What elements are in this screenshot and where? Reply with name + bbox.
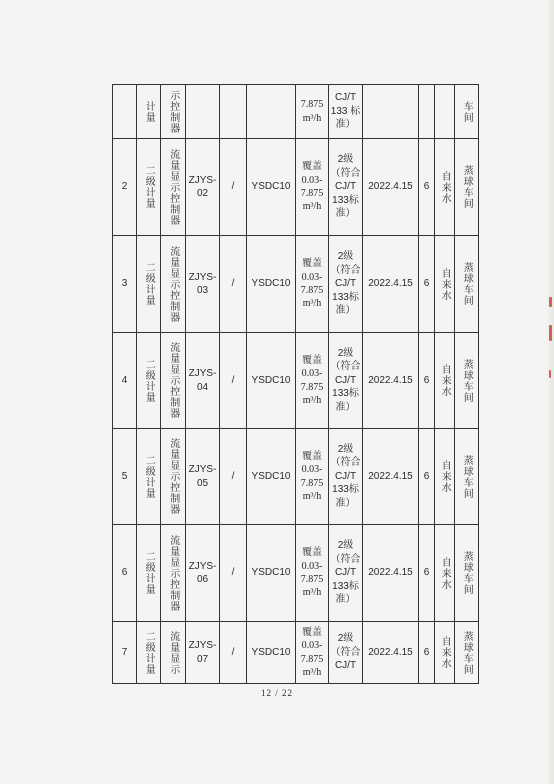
table-row — [113, 622, 479, 684]
cell-model: YSDC10 — [247, 236, 296, 333]
cell-qty: 6 — [419, 429, 435, 525]
cell-category: 二级计量 — [137, 139, 161, 236]
cell-qty: 6 — [419, 525, 435, 622]
cell-code: ZJYS-06 — [186, 525, 220, 622]
cell-grade: CJ/T 133 标准） — [329, 85, 363, 139]
cell-name: 流量显示控制器 — [161, 429, 186, 525]
cell-location: 蒸球车间 — [455, 622, 479, 684]
cell-date: 2022.4.15 — [363, 139, 419, 236]
cell-no: 5 — [113, 429, 137, 525]
red-stamp-fragment — [549, 297, 552, 307]
cell-medium: 自来水 — [435, 525, 455, 622]
cell-qty: 6 — [419, 622, 435, 684]
cell-dash — [220, 85, 247, 139]
cell-grade: 2级（符合CJ/T 133标准） — [329, 429, 363, 525]
cell-spec: 覆盖0.03-7.875 m³/h — [296, 525, 329, 622]
cell-code: ZJYS-07 — [186, 622, 220, 684]
cell-medium — [435, 85, 455, 139]
red-stamp-fragment — [549, 325, 552, 341]
cell-grade: 2级（符合CJ/T 133标准） — [329, 333, 363, 429]
cell-grade: 2级（符合CJ/T 133标准） — [329, 139, 363, 236]
cell-code: ZJYS-05 — [186, 429, 220, 525]
cell-dash: / — [220, 429, 247, 525]
cell-medium: 自来水 — [435, 139, 455, 236]
cell-medium: 自来水 — [435, 622, 455, 684]
cell-date: 2022.4.15 — [363, 236, 419, 333]
cell-date — [363, 85, 419, 139]
cell-model: YSDC10 — [247, 622, 296, 684]
cell-name: 流量显示控制器 — [161, 139, 186, 236]
cell-grade: 2级（符合CJ/T 133标准） — [329, 525, 363, 622]
cell-location: 蒸球车间 — [455, 236, 479, 333]
cell-no — [113, 85, 137, 139]
cell-medium: 自来水 — [435, 429, 455, 525]
cell-qty: 6 — [419, 139, 435, 236]
cell-no: 3 — [113, 236, 137, 333]
cell-name: 流量显示控制器 — [161, 525, 186, 622]
cell-spec: 覆盖0.03-7.875 m³/h — [296, 429, 329, 525]
cell-category: 二级计量 — [137, 236, 161, 333]
cell-grade: 2级（符合CJ/T — [329, 622, 363, 684]
cell-no: 2 — [113, 139, 137, 236]
cell-model: YSDC10 — [247, 525, 296, 622]
table-row — [113, 139, 479, 236]
cell-category: 二级计量 — [137, 525, 161, 622]
table-row-partial-top — [113, 85, 479, 139]
cell-medium: 自来水 — [435, 236, 455, 333]
cell-spec: 覆盖0.03-7.875 m³/h — [296, 333, 329, 429]
table-row — [113, 236, 479, 333]
cell-spec: 覆盖0.03-7.875 m³/h — [296, 236, 329, 333]
cell-code: ZJYS-02 — [186, 139, 220, 236]
cell-date: 2022.4.15 — [363, 525, 419, 622]
cell-location: 蒸球车间 — [455, 139, 479, 236]
page-number: 12 / 22 — [260, 688, 293, 698]
cell-location: 蒸球车间 — [455, 429, 479, 525]
cell-code: ZJYS-03 — [186, 236, 220, 333]
cell-model — [247, 85, 296, 139]
cell-code — [186, 85, 220, 139]
cell-medium: 自来水 — [435, 333, 455, 429]
cell-model: YSDC10 — [247, 139, 296, 236]
cell-qty: 6 — [419, 333, 435, 429]
cell-date: 2022.4.15 — [363, 333, 419, 429]
table-body — [113, 139, 479, 684]
cell-qty — [419, 85, 435, 139]
cell-dash: / — [220, 333, 247, 429]
cell-dash: / — [220, 622, 247, 684]
cell-category: 二级计量 — [137, 622, 161, 684]
cell-location: 蒸球车间 — [455, 525, 479, 622]
cell-name: 流量显示控制器 — [161, 333, 186, 429]
instrument-table — [112, 84, 479, 684]
cell-no: 4 — [113, 333, 137, 429]
red-stamp-fragment — [549, 370, 551, 378]
cell-qty: 6 — [419, 236, 435, 333]
cell-code: ZJYS-04 — [186, 333, 220, 429]
cell-category: 二级计量 — [137, 429, 161, 525]
cell-grade: 2级（符合CJ/T 133标准） — [329, 236, 363, 333]
table-row — [113, 525, 479, 622]
cell-date: 2022.4.15 — [363, 622, 419, 684]
cell-model: YSDC10 — [247, 333, 296, 429]
cell-spec: 覆盖0.03-7.875 m³/h — [296, 139, 329, 236]
cell-category: 计量 — [137, 85, 161, 139]
cell-model: YSDC10 — [247, 429, 296, 525]
cell-category: 二级计量 — [137, 333, 161, 429]
cell-spec: 7.875 m³/h — [296, 85, 329, 139]
cell-no: 7 — [113, 622, 137, 684]
cell-dash: / — [220, 525, 247, 622]
cell-dash: / — [220, 236, 247, 333]
cell-name: 示控制器 — [161, 85, 186, 139]
cell-no: 6 — [113, 525, 137, 622]
table-row — [113, 429, 479, 525]
cell-date: 2022.4.15 — [363, 429, 419, 525]
cell-name: 流量显示控制器 — [161, 236, 186, 333]
cell-location: 蒸球车间 — [455, 333, 479, 429]
cell-spec: 覆盖0.03-7.875 m³/h — [296, 622, 329, 684]
cell-location: 车间 — [455, 85, 479, 139]
page-edge-shadow — [546, 0, 554, 784]
cell-dash: / — [220, 139, 247, 236]
cell-name: 流量显示 — [161, 622, 186, 684]
table-row — [113, 333, 479, 429]
